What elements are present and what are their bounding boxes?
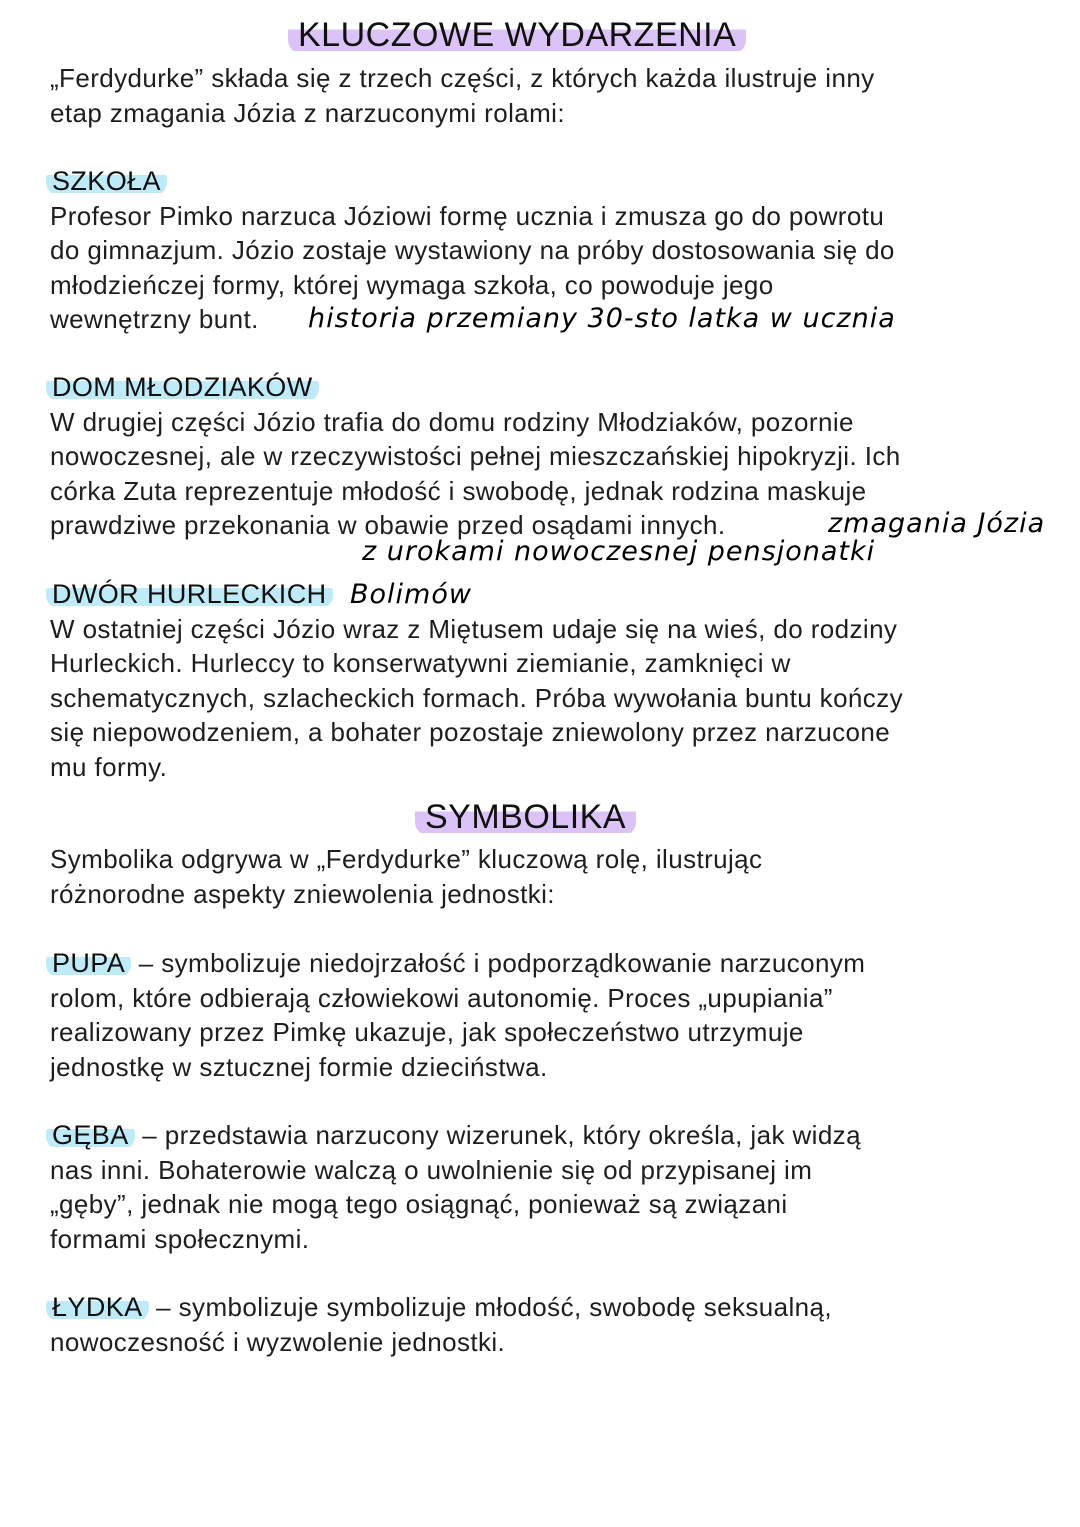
symbol-text-line: jednostkę w sztucznej formie dzieciństwa.	[50, 1051, 548, 1082]
section-text-line: się niepowodzeniem, a bohater pozostaje zniewolony przez narzucone	[50, 717, 891, 747]
symbol-3	[50, 1290, 832, 1324]
section-text-line: W drugiej części Józio trafia do domu rodziny Młodziaków, pozornie	[50, 406, 854, 437]
intro-line: „Ferdydurke” składa się z trzech części, z których każda ilustruje inny	[50, 63, 875, 93]
symbol-text-line: „gęby”, jednak nie mogą tego osiągnąć, ponieważ są związani	[50, 1189, 788, 1219]
handwritten-note-dwor: Bolimów	[350, 579, 472, 610]
symbol-text-line: formami społecznymi.	[50, 1223, 310, 1254]
handwritten-note-szkola: historia przemiany 30-sto latka w ucznia	[308, 303, 896, 334]
symbol-1	[50, 946, 865, 980]
section-heading: ŁYDKA	[46, 1292, 149, 1322]
title-text: SYMBOLIKA	[415, 798, 636, 836]
title-kluczowe-wydarzenia	[288, 15, 746, 55]
title-symbolika	[415, 797, 636, 837]
section-text-line: Profesor Pimko narzuca Józiowi formę ucznia i zmusza go do powrotu	[50, 200, 885, 231]
section-text-line: Hurleckich. Hurleccy to konserwatywni ziemianie, zamknięci w	[50, 648, 791, 678]
section-text-line: do gimnazjum. Józio zostaje wystawiony na próby dostosowania się do	[50, 235, 895, 265]
symbol-text-line: nowoczesność i wyzwolenie jednostki.	[50, 1326, 506, 1357]
section-heading: SZKOŁA	[46, 166, 167, 196]
section-text-line: mu formy.	[50, 751, 168, 782]
symbol-text-line: realizowany przez Pimkę ukazuje, jak społeczeństwo utrzymuje	[50, 1017, 804, 1047]
definition-text: – symbolizuje niedojrzałość i podporządkowanie narzuconym	[131, 948, 866, 978]
section-text-line: prawdziwe przekonania w obawie przed osądami innych.	[50, 510, 726, 540]
section-text-line: wewnętrzny bunt.	[50, 304, 259, 334]
intro-line: etap zmagania Józia z narzuconymi rolami:	[50, 97, 565, 128]
section-heading: DWÓR HURLECKICH	[46, 579, 333, 609]
section-text-line: W ostatniej części Józio wraz z Miętusem udaje się na wieś, do rodziny	[50, 613, 898, 644]
symbol-text-line: nas inni. Bohaterowie walczą o uwolnienie się od przypisanej im	[50, 1154, 813, 1185]
definition-text: – symbolizuje symbolizuje młodość, swobodę seksualną,	[148, 1292, 833, 1322]
section-text-line: schematycznych, szlacheckich formach. Próba wywołania buntu kończy	[50, 682, 903, 713]
section-text-line: młodzieńczej formy, której wymaga szkoła, co powoduje jego	[50, 269, 774, 300]
handwritten-note-dom-2: z urokami nowoczesnej pensjonatki	[362, 536, 876, 567]
symbol-text-line: rolom, które odbierają człowiekowi autonomię. Proces „upupiania”	[50, 982, 833, 1013]
section-heading-line	[50, 164, 167, 198]
section-heading-line	[50, 577, 333, 611]
symbolika-intro-line: różnorodne aspekty zniewolenia jednostki:	[50, 878, 555, 909]
section-heading: DOM MŁODZIAKÓW	[46, 372, 319, 402]
section-text-line: nowoczesnej, ale w rzeczywistości pełnej mieszczańskiej hipokryzji. Ich	[50, 441, 901, 471]
symbolika-intro-line: Symbolika odgrywa w „Ferdydurke” kluczową rolę, ilustrując	[50, 844, 763, 874]
definition-text: – przedstawia narzucony wizerunek, który określa, jak widzą	[134, 1120, 861, 1150]
symbol-2	[50, 1118, 861, 1152]
section-heading: GĘBA	[46, 1120, 135, 1150]
handwritten-note-dom-1: zmagania Józia	[828, 508, 1046, 539]
title-text: KLUCZOWE WYDARZENIA	[288, 16, 746, 54]
section-text-line: córka Zuta reprezentuje młodość i swobodę, jednak rodzina maskuje	[50, 475, 867, 506]
section-heading-line	[50, 370, 319, 404]
section-heading: PUPA	[46, 948, 131, 978]
